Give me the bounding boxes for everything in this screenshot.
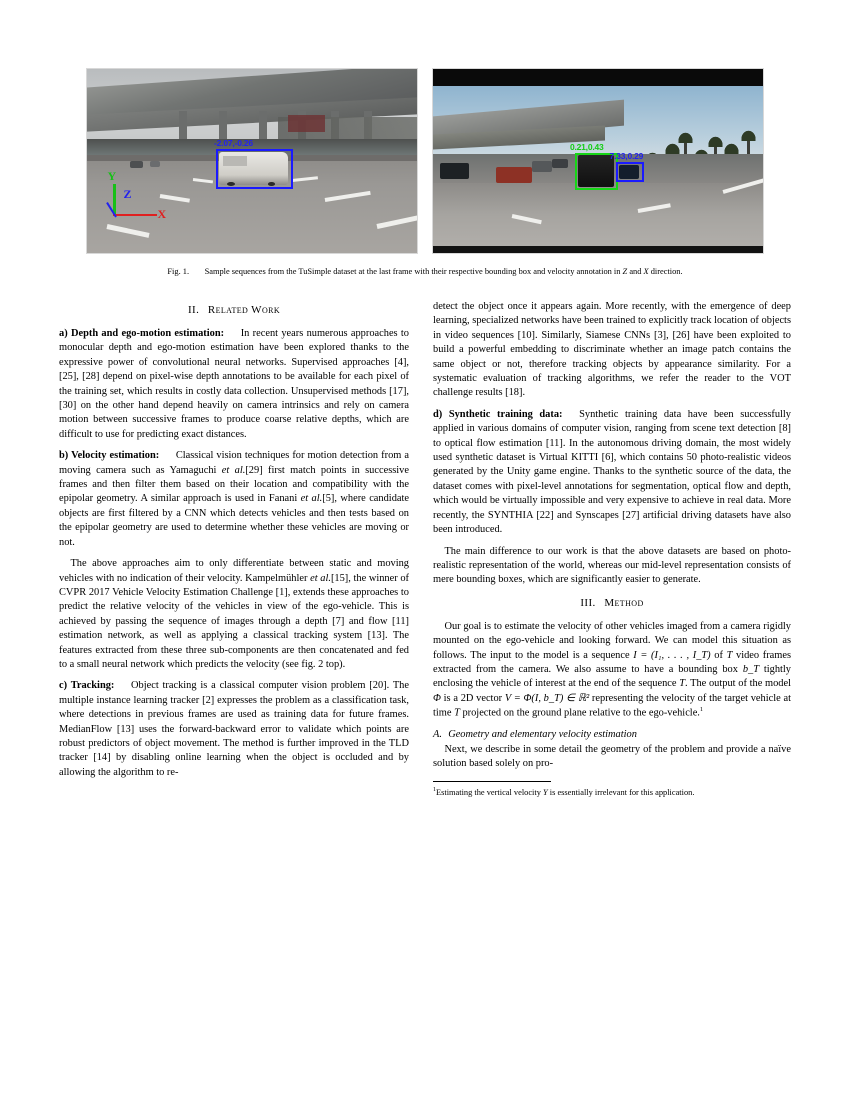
section-title: Related Work — [207, 304, 281, 316]
math-bT: b_T — [742, 663, 759, 675]
math-velocity-vector: V = Φ(I, b_T) ∈ ℝ² — [504, 692, 590, 704]
velocity-label-left: -2.07,-0.26 — [214, 138, 253, 148]
footnote-math-Y: Y — [543, 787, 548, 797]
math-T-1: T — [726, 649, 733, 661]
subsection-label: A. — [433, 729, 442, 741]
roadside-sign — [288, 115, 324, 132]
distant-vehicle — [130, 161, 143, 168]
paragraph-body-h7: representing the velocity of the target vehicle at time — [433, 692, 791, 719]
paragraph-runin-b: b) Velocity estimation: — [59, 450, 160, 462]
paragraph-body-b2: [29] first match points in successive frames and then filter them based on their location and compatibility with the epipolar geometry. A similar approach is used in Fanani — [59, 464, 409, 505]
figure-caption-text-1: Sample sequences from the TuSimple dataset at the last frame with their respective bounding box and velocity annotation in — [204, 267, 623, 276]
section-number-method: III. — [580, 596, 596, 609]
distant-vehicle — [150, 161, 160, 167]
footnote-marker: 1 — [699, 706, 704, 714]
x-axis-label: X — [157, 207, 167, 222]
figure-caption-text-3: direction. — [648, 267, 683, 276]
section-number: II. — [187, 304, 200, 316]
velocity-bounding-box — [216, 149, 294, 189]
paragraph-body-f: Synthetic training data have been successfully applied in various domains of computer vision, ranging from scene text detection [8] to optical flow estimation [11]. In the autonomous driving domain, the most widely used synthetic dataset is Virtual KITTI [6], which contains 50 photo-realistic videos generated by the Unity game engine. Thanks to the synthetic source of the data, the dataset comes with pixel-level annotations for segmentation, optical flow and depth, which would be virtually impossible and very expensive to achieve in real data. More recently, the SYNTHIA [22] and Synscapes [27] artificial driving datasets have also been introduced. — [433, 408, 791, 536]
subsection-title: Geometry and elementary velocity estimation — [448, 729, 637, 741]
footnote-number: 1 — [433, 786, 437, 793]
paragraph-body-b1: Classical vision techniques for motion detection from a moving camera such as Yamaguchi — [59, 450, 410, 476]
figure-image-row — [0, 68, 850, 254]
footnote-part-1: Estimating the vertical velocity — [436, 787, 543, 797]
frame-top-band — [433, 69, 763, 86]
paragraph-body-i: Next, we describe in some detail the geometry of the problem and provide a naïve solution based solely on pro- — [433, 744, 791, 770]
subsection-heading-geometry — [433, 729, 791, 740]
paragraph-body-c1: The above approaches aim to only differentiate between static and moving vehicles with no indication of their velocity. Kampelmühler — [59, 558, 409, 584]
paragraph-main-difference — [433, 545, 791, 588]
paragraph-body-a: In recent years numerous approaches to monocular depth and ego-motion estimation have been explored thanks to the expressive power of convolutional neural networks. Supervised approaches [4], [25], [28] depend on pixel-wise depth annotations to be available for each pixel of the training set, which results in costly data collection. Unsupervised methods [17], [30] on the other hand depend heavily on camera intrinsics and rely on camera motion between successive frames to produce coarse relative depths, which are difficult to use for predicting exact distances. — [59, 328, 409, 440]
distant-vehicle — [532, 161, 552, 172]
paragraph-body-c2: [15], the winner of CVPR 2017 Vehicle Velocity Estimation Challenge [1], extends these approaches to predict the relative velocity of the vehicles in view of the ego-vehicle. This is achieved by passing the sequence of images through a depth [7] and flow [11] estimation network, as well as applying a classical tracking system [13]. The features extracted from these three sub-components are then concatenated and fed to a small neural network which predicts the velocity (see fig. 2 top). — [59, 572, 410, 670]
caption-math-z: Z — [622, 267, 628, 276]
math-T-2: T — [679, 678, 685, 690]
citation-italic-c1: et al. — [310, 572, 331, 584]
math-T-3: T — [454, 707, 460, 719]
paragraph-runin-a: a) Depth and ego-motion estimation: — [59, 328, 225, 339]
figure-caption-label: Fig. 1. — [167, 267, 190, 276]
paragraph-runin-c: c) Tracking: — [59, 680, 115, 692]
math-phi: Φ — [433, 692, 441, 704]
figure-caption — [60, 266, 790, 277]
figure-1 — [0, 68, 850, 277]
distant-vehicle — [440, 163, 470, 180]
citation-italic-b2: et al. — [300, 493, 323, 505]
axis-indicator — [104, 170, 216, 247]
caption-math-x: X — [643, 267, 649, 276]
velocity-label-green: 0.21,0.43 — [569, 141, 604, 152]
section-title-method: Method — [604, 596, 644, 609]
math-input-sequence: I = (I₁, . . . , I_T) — [633, 649, 711, 661]
right-column — [433, 300, 791, 798]
x-axis-line — [113, 214, 157, 216]
frame-bottom-band — [433, 246, 763, 253]
paragraph-body-d: Object tracking is a classical computer vision problem [20]. The multiple instance learning tracker [2] expresses the problem as a classification task, where detections in previous frames are used as training data for future frames. MedianFlow [13] uses the forward-backward error to validate which points are robust predictors of object movement. The method is further improved in the TLD tracker [14] by disabling online learning when the object is occluded and by allowing the algorithm to re- — [59, 680, 409, 778]
paragraph-geometry-intro — [433, 743, 791, 772]
paragraph-synthetic-training-data — [433, 408, 791, 538]
paragraph-body-e: detect the object once it appears again. More recently, with the emergence of deep learning, specialized networks have been trained to explicitly track location of objects in video sequences [10]. Similarly, Siamese CNNs [3], [26] have been exploited to build a powerful embedding to discriminate whether an image patch contains the same object or not, therefore tracking objects by appearance similarity. For a systematic evaluation of tracking algorithms, we refer the reader to the VOT challenge results [18]. — [433, 301, 791, 399]
section-heading-related-work — [59, 304, 409, 316]
paragraph-body-g: The main difference to our work is that the above datasets are based on photo-realistic representation of the world, whereas our mid-level representation consists of mere bounding boxes, which are significantly easier to generate. — [433, 545, 791, 586]
paragraph-runin-d: d) Synthetic training data: — [433, 408, 563, 420]
paragraph-velocity-estimation — [59, 449, 409, 550]
paragraph-tracking-continued — [433, 300, 791, 401]
figure-caption-text-2: and — [627, 267, 644, 276]
right-sample-frame — [432, 68, 764, 254]
velocity-bounding-box-blue — [616, 162, 644, 182]
left-sample-frame — [86, 68, 418, 254]
paragraph-body-h6: is a 2D vector — [440, 692, 505, 704]
paragraph-body-h4: tightly enclosing the vehicle of interest at the end of the sequence — [433, 663, 791, 690]
left-column — [59, 300, 409, 798]
paragraph-tracking — [59, 679, 409, 780]
footnote-text — [433, 786, 791, 798]
paragraph-body-h8: projected on the ground plane relative to the ego-vehicle. — [459, 707, 700, 719]
y-axis-label: Y — [107, 169, 117, 184]
road-surface — [433, 183, 763, 253]
distant-vehicle — [552, 159, 569, 168]
paragraph-method-goal — [433, 620, 791, 721]
paragraph-body-h3: video frames extracted from the camera. We also assume to have a bounding box — [433, 649, 792, 675]
paragraph-above-approaches — [59, 557, 409, 672]
velocity-label-blue: 7.33,0.29 — [609, 150, 644, 161]
z-axis-label: Z — [123, 187, 132, 202]
paragraph-body-b3: [5], where candidate objects are first filtered by a CNN which detects vehicles and then tests based on the epipolar geometry are used to determine whether these vehicles are moving or not. — [59, 493, 409, 548]
paragraph-body-h5: . The output of the model — [685, 678, 791, 690]
footnote-separator — [433, 781, 551, 782]
section-heading-method — [433, 597, 791, 609]
paragraph-body-h1: Our goal is to estimate the velocity of other vehicles imaged from a camera rigidly mounted on the ego-vehicle and looking forward. We can model this situation as follows. The input to the model is a sequence — [433, 620, 791, 661]
paragraph-depth-ego-motion — [59, 327, 409, 442]
citation-italic-b1: et al. — [221, 464, 246, 476]
red-vehicle — [496, 167, 532, 184]
footnote-part-2: is essentially irrelevant for this application. — [547, 787, 695, 797]
body-columns — [0, 300, 850, 798]
paragraph-body-h2: of — [710, 649, 727, 661]
